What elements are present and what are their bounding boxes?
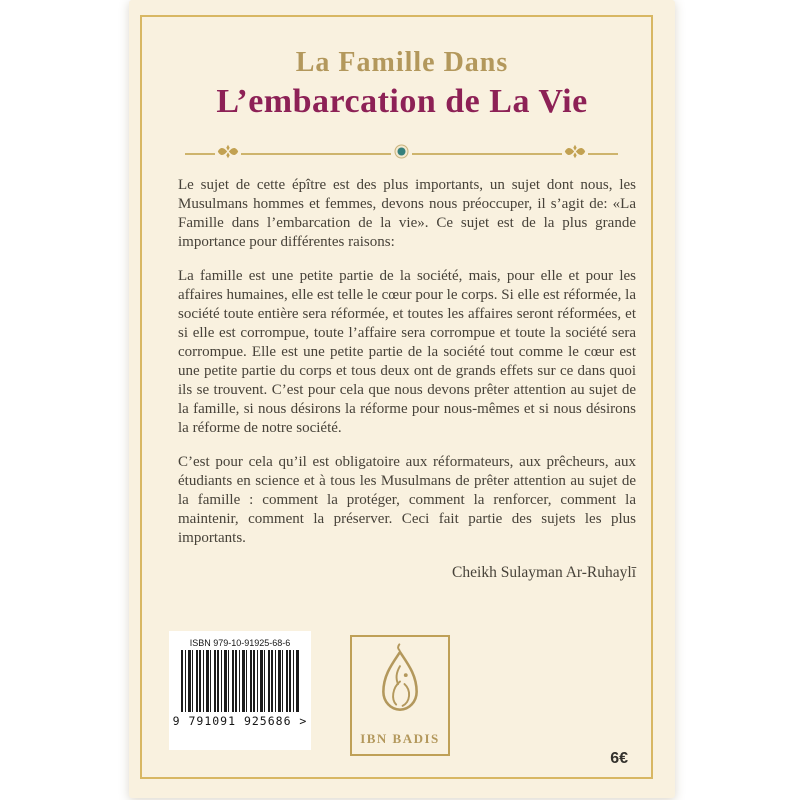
divider-dot-icon (394, 144, 409, 164)
author-name: Cheikh Sulayman Ar-Ruhaylī (452, 564, 636, 581)
publisher-name: IBN BADIS (360, 731, 440, 746)
fleuron-left-icon (217, 143, 239, 165)
barcode-panel (169, 631, 311, 750)
barcode-bars (181, 650, 299, 712)
ornamental-divider (185, 143, 618, 165)
divider-line (241, 153, 391, 155)
book-back-cover (129, 0, 675, 798)
barcode-digits: 9 791091 925686 > (172, 714, 308, 728)
publisher-logo-box (350, 635, 450, 756)
back-cover-text (178, 176, 636, 582)
paragraph-3: C’est pour cela qu’il est obligatoire aux réformateurs, aux prêcheurs, aux étudiants en science et à tous les Musulmans de prêter attention au sujet de la famille : comment la protéger, comment la renforcer, comment la maintenir, comment la préserver. Ceci fait partie des sujets les plus importants. (178, 454, 636, 546)
book-title-line2: L’embarcation de La Vie (216, 83, 588, 120)
paragraph-2: La famille est une petite partie de la société, mais, pour elle et pour les affaires humaines, elle est telle le cœur pour le corps. Si elle est réformée, la société toute entière sera réformée, et toutes les affaires seront réformées, et si elle est corrompue, toute l’affaire sera corrompue et toute la société sera corrompue. Elle est une petite partie de la société tout comme le cœur est une petite partie du corps et tous deux ont de grands effets sur ce dans quoi ils se trouvent. C’est pour cela que nous devons prêter attention au sujet de la famille, si nous désirons la réforme pour nous-mêmes et si nous désirons la réforme de notre société. (178, 268, 636, 436)
divider-line (412, 153, 562, 155)
isbn-label: ISBN 979-10-91925-68-6 (189, 638, 291, 648)
divider-line (588, 153, 618, 155)
paragraph-1: Le sujet de cette épître est des plus importants, un sujet dont nous, les Musulmans hommes et femmes, devons nous préoccuper, il s’agit de: «La Famille dans l’embarcation de la vie». Ce sujet est de la plus grande importance pour différentes raisons: (178, 177, 636, 250)
fleuron-right-icon (564, 143, 586, 165)
price-label: 6€ (610, 750, 628, 767)
divider-line (185, 153, 215, 155)
calligraphy-drop-icon (368, 643, 432, 734)
book-title-line1: La Famille Dans (295, 47, 509, 78)
